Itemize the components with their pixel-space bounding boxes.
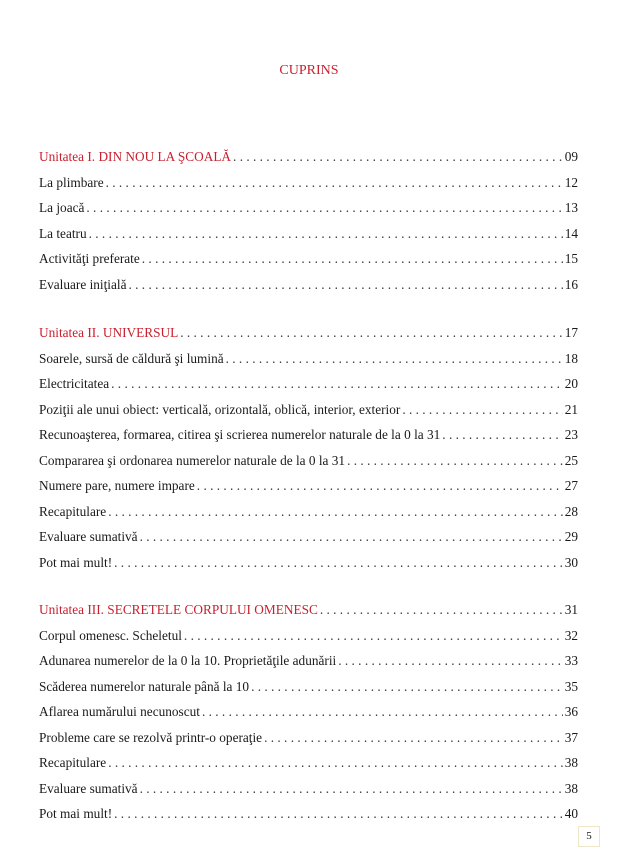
dot-leader xyxy=(264,730,563,746)
entry-page: 37 xyxy=(564,729,578,745)
entry-title: Adunarea numerelor de la 0 la 10. Proprietăţile adunării xyxy=(39,653,337,668)
toc-entry[interactable] xyxy=(39,529,578,555)
entry-page: 30 xyxy=(564,554,578,570)
dot-leader xyxy=(106,175,563,191)
entry-title: La joacă xyxy=(39,200,85,215)
entry-page: 16 xyxy=(564,276,578,292)
toc-entry[interactable] xyxy=(39,781,578,807)
toc-entry[interactable] xyxy=(39,376,578,402)
entry-page: 33 xyxy=(564,653,578,668)
toc-section xyxy=(39,325,578,580)
toc-entry[interactable] xyxy=(39,704,578,730)
entry-page: 21 xyxy=(564,401,578,417)
toc-entry[interactable] xyxy=(39,555,578,581)
toc-entry[interactable] xyxy=(39,730,578,756)
dot-leader xyxy=(347,453,563,469)
entry-title: Probleme care se rezolvă printr-o operaţie xyxy=(39,729,263,745)
entry-title: La plimbare xyxy=(39,174,104,190)
entry-page: 38 xyxy=(564,780,578,796)
entry-page: 32 xyxy=(564,627,578,643)
entry-title: Recapitulare xyxy=(39,755,107,770)
dot-leader xyxy=(442,427,562,443)
toc-unit-heading[interactable] xyxy=(39,602,578,628)
entry-page: 35 xyxy=(564,678,578,694)
entry-page: 09 xyxy=(564,149,578,164)
entry-title: Corpul omenesc. Scheletul xyxy=(39,627,182,643)
toc-entry[interactable] xyxy=(39,679,578,705)
toc-unit-heading[interactable] xyxy=(39,149,578,175)
toc-entry[interactable] xyxy=(39,427,578,453)
toc-entry[interactable] xyxy=(39,402,578,428)
entry-title: Unitatea III. SECRETELE CORPULUI OMENESC xyxy=(39,602,318,617)
dot-leader xyxy=(86,200,562,216)
toc-entry[interactable] xyxy=(39,755,578,781)
dot-leader xyxy=(197,478,563,494)
entry-title: Aflarea numărului necunoscut xyxy=(39,704,200,719)
entry-page: 23 xyxy=(564,427,578,442)
entry-title: Electricitatea xyxy=(39,376,110,391)
toc-entry[interactable] xyxy=(39,478,578,504)
entry-title: Evaluare sumativă xyxy=(39,780,138,796)
dot-leader xyxy=(402,402,562,418)
entry-page: 38 xyxy=(564,755,578,770)
dot-leader xyxy=(140,781,563,797)
toc-entry[interactable] xyxy=(39,453,578,479)
toc-entry[interactable] xyxy=(39,200,578,226)
entry-page: 36 xyxy=(564,704,578,719)
dot-leader xyxy=(226,351,563,367)
entry-page: 25 xyxy=(564,452,578,468)
entry-title: Poziţii ale unui obiect: verticală, orizontală, oblică, interior, exterior xyxy=(39,401,401,417)
toc-entry[interactable] xyxy=(39,806,578,832)
entry-page: 13 xyxy=(564,200,578,215)
toc-entry[interactable] xyxy=(39,226,578,252)
entry-title: Soarele, sursă de căldură şi lumină xyxy=(39,350,224,366)
entry-page: 27 xyxy=(564,478,578,493)
entry-title: Evaluare iniţială xyxy=(39,276,127,292)
dot-leader xyxy=(114,555,563,571)
entry-title: Evaluare sumativă xyxy=(39,529,138,544)
entry-page: 28 xyxy=(564,503,578,519)
entry-page: 12 xyxy=(564,174,578,190)
toc-entry[interactable] xyxy=(39,277,578,303)
toc-entry[interactable] xyxy=(39,653,578,679)
dot-leader xyxy=(180,325,562,341)
entry-title: Activităţi preferate xyxy=(39,251,140,266)
page-title: CUPRINS xyxy=(279,63,339,78)
entry-title: Pot mai mult! xyxy=(39,806,113,821)
entry-title: Recapitulare xyxy=(39,503,107,519)
dot-leader xyxy=(202,704,563,720)
entry-page: 15 xyxy=(564,251,578,266)
entry-title: Unitatea II. UNIVERSUL xyxy=(39,325,179,340)
toc-entry[interactable] xyxy=(39,504,578,530)
entry-page: 20 xyxy=(564,376,578,391)
toc-entry[interactable] xyxy=(39,351,578,377)
toc-unit-heading[interactable] xyxy=(39,325,578,351)
entry-title: Compararea şi ordonarea numerelor naturale de la 0 la 31 xyxy=(39,452,346,468)
entry-page: 14 xyxy=(564,225,578,241)
toc-entry[interactable] xyxy=(39,251,578,277)
dot-leader xyxy=(89,226,563,242)
dot-leader xyxy=(129,277,563,293)
entry-page: 40 xyxy=(564,806,578,821)
dot-leader xyxy=(142,251,563,267)
entry-page: 29 xyxy=(564,529,578,544)
entry-title: Unitatea I. DIN NOU LA ŞCOALĂ xyxy=(39,149,232,164)
toc-entry[interactable] xyxy=(39,175,578,201)
entry-title: Pot mai mult! xyxy=(39,554,113,570)
dot-leader xyxy=(251,679,563,695)
entry-page: 31 xyxy=(564,602,578,617)
entry-title: Numere pare, numere impare xyxy=(39,478,195,493)
dot-leader xyxy=(338,653,562,669)
dot-leader xyxy=(233,149,563,165)
dot-leader xyxy=(111,376,563,392)
entry-page: 17 xyxy=(564,325,578,340)
toc-section xyxy=(39,149,578,302)
entry-page: 18 xyxy=(564,350,578,366)
dot-leader xyxy=(108,755,563,771)
dot-leader xyxy=(320,602,563,618)
dot-leader xyxy=(140,529,563,545)
page-number: 5 xyxy=(578,826,600,847)
toc-section xyxy=(39,602,578,832)
entry-title: Scăderea numerelor naturale până la 10 xyxy=(39,678,250,694)
dot-leader xyxy=(184,628,563,644)
entry-title: Recunoaşterea, formarea, citirea şi scrierea numerelor naturale de la 0 la 31 xyxy=(39,427,441,442)
toc-entry[interactable] xyxy=(39,628,578,654)
dot-leader xyxy=(114,806,563,822)
entry-title: La teatru xyxy=(39,225,87,241)
dot-leader xyxy=(108,504,563,520)
